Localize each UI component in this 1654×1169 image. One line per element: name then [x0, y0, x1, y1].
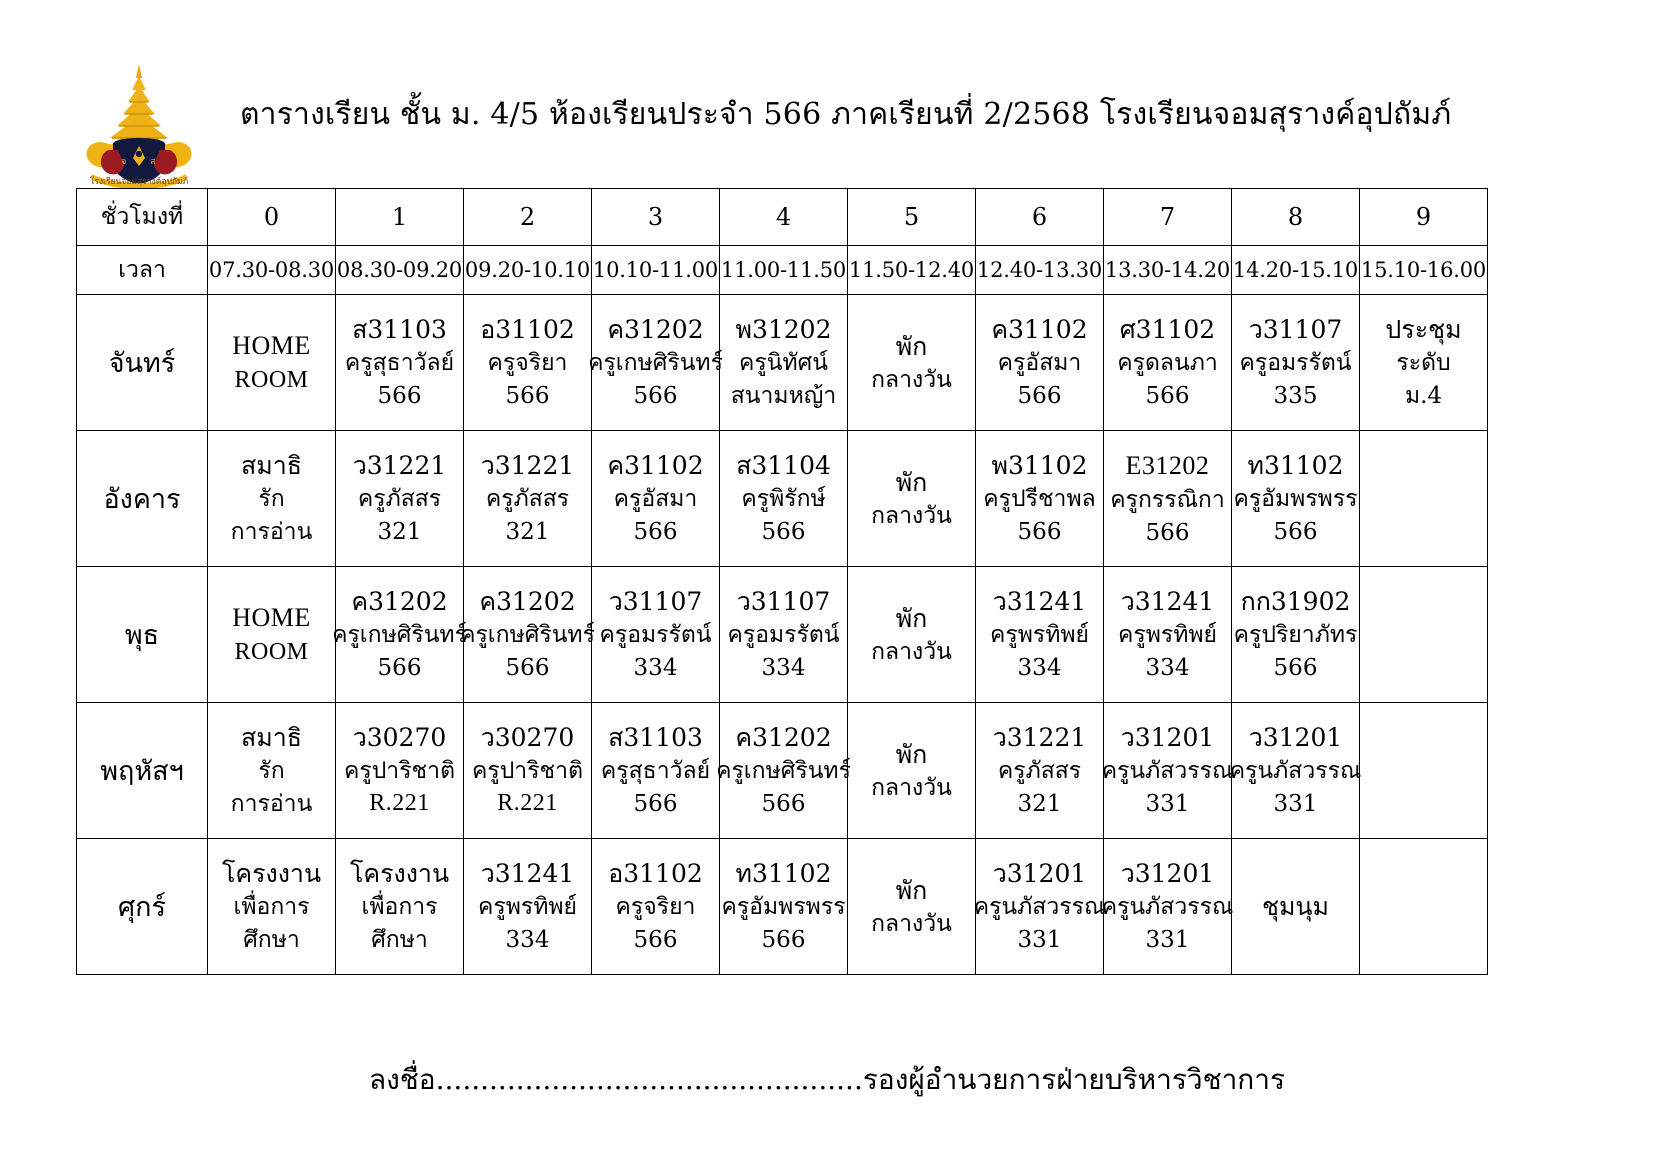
room-number: 566	[633, 519, 678, 545]
subject-code: HOME	[232, 602, 311, 632]
room-number: การอ่าน	[230, 791, 313, 817]
teacher-name: ครูนิทัศน์	[739, 350, 828, 377]
schedule-cell-lines	[1360, 769, 1487, 773]
room-number: 566	[761, 519, 806, 545]
schedule-cell[interactable]	[976, 567, 1104, 703]
schedule-cell[interactable]	[208, 567, 336, 703]
schedule-cell[interactable]	[208, 431, 336, 567]
teacher-name: ครูจริยา	[487, 350, 568, 377]
teacher-name: ครูพิรักษ์	[741, 486, 826, 513]
room-number: 566	[1273, 519, 1318, 545]
schedule-cell[interactable]	[848, 431, 976, 567]
teacher-name: ครูอัมพรพรร	[721, 894, 846, 921]
subject-code: ว31221	[992, 723, 1087, 753]
subject-code: ส31104	[736, 451, 831, 481]
schedule-cell-lines	[464, 450, 591, 547]
room-number: ม.4	[1404, 383, 1443, 409]
schedule-cell[interactable]	[592, 567, 720, 703]
teacher-name: ครูเกษศิรินทร์	[588, 350, 723, 377]
period-number-3: 3	[592, 189, 720, 246]
schedule-cell[interactable]	[1360, 839, 1488, 975]
svg-text:จ: จ	[121, 157, 127, 167]
schedule-cell-lines	[464, 314, 591, 411]
teacher-name: ครูปาริชาติ	[471, 757, 584, 784]
subject-code: ว30270	[352, 722, 447, 752]
teacher-name: ครูกรรณิกา	[1110, 486, 1225, 513]
schedule-cell-lines	[720, 450, 847, 547]
schedule-cell[interactable]	[336, 431, 464, 567]
day-row	[77, 703, 1488, 839]
subject-code: พัก	[895, 875, 928, 905]
schedule-cell[interactable]	[1232, 839, 1360, 975]
schedule-cell[interactable]	[1360, 295, 1488, 431]
teacher-name: ครูปาริชาติ	[343, 757, 456, 784]
schedule-cell-lines	[1232, 891, 1359, 922]
room-number: 331	[1145, 791, 1190, 817]
period-row-label: ชั่วโมงที่	[77, 189, 208, 246]
schedule-cell[interactable]	[592, 839, 720, 975]
room-number: 334	[505, 927, 550, 953]
time-header-row	[77, 246, 1488, 295]
teacher-name: กลางวัน	[871, 910, 952, 937]
schedule-cell-lines	[976, 722, 1103, 819]
subject-code: โครงงาน	[349, 859, 450, 889]
day-row	[77, 839, 1488, 975]
room-number: 566	[761, 927, 806, 953]
schedule-cell-lines	[720, 314, 847, 411]
schedule-cell[interactable]	[848, 567, 976, 703]
time-slot-2: 09.20-10.10	[464, 246, 592, 295]
teacher-name: ครูจริยา	[615, 894, 696, 921]
subject-code: ว31221	[352, 451, 447, 481]
schedule-cell[interactable]	[208, 839, 336, 975]
teacher-name: ครูอมรรัตน์	[599, 622, 712, 649]
room-number: 566	[1017, 383, 1062, 409]
schedule-cell[interactable]	[720, 567, 848, 703]
subject-code: ท31102	[1247, 451, 1344, 481]
schedule-cell[interactable]	[976, 295, 1104, 431]
schedule-cell-lines	[332, 586, 467, 683]
subject-code: ท31102	[735, 859, 832, 889]
teacher-name: ครูอมรรัตน์	[727, 622, 840, 649]
room-number: 566	[1145, 383, 1190, 409]
subject-code: ค31102	[607, 451, 704, 481]
subject-code: ว31107	[1248, 315, 1343, 345]
schedule-cell[interactable]	[720, 431, 848, 567]
schedule-cell-lines	[460, 586, 595, 683]
room-number: 331	[1017, 927, 1062, 953]
teacher-name: กลางวัน	[871, 502, 952, 529]
subject-code: ว31201	[992, 859, 1087, 889]
schedule-cell[interactable]	[464, 703, 592, 839]
subject-code: ค31202	[735, 723, 832, 753]
room-number: 334	[761, 655, 806, 681]
day-row	[77, 295, 1488, 431]
timetable	[76, 188, 1488, 975]
room-number: 321	[377, 519, 422, 545]
schedule-cell[interactable]	[1101, 703, 1234, 839]
teacher-name: ครูอัสมา	[997, 350, 1082, 377]
teacher-name: รัก	[258, 758, 285, 785]
subject-code: ค31202	[479, 587, 576, 617]
subject-code: ว31241	[1120, 587, 1215, 617]
period-number-4: 4	[720, 189, 848, 246]
schedule-cell[interactable]	[976, 431, 1104, 567]
page-title: ตารางเรียน ชั้น ม. 4/5 ห้องเรียนประจำ 566 ภาคเรียนที่ 2/2568 โรงเรียนจอมสุรางค์อุปถัมภ์	[240, 97, 1452, 132]
period-number-9: 9	[1360, 189, 1488, 246]
schedule-cell[interactable]	[1232, 295, 1360, 431]
day-label-1: อังคาร	[77, 431, 208, 567]
schedule-cell-lines	[336, 314, 463, 411]
time-slot-1: 08.30-09.20	[336, 246, 464, 295]
subject-code: โครงงาน	[221, 859, 322, 889]
subject-code: ชุมนุม	[1261, 892, 1330, 921]
room-number: 566	[1017, 519, 1062, 545]
schedule-cell-lines	[464, 858, 591, 955]
time-slot-3: 10.10-11.00	[592, 246, 720, 295]
teacher-name: รัก	[258, 486, 285, 513]
teacher-name: ระดับ	[1396, 350, 1451, 377]
teacher-name: ครูพรทิพย์	[989, 622, 1090, 649]
schedule-cell-lines	[848, 331, 975, 395]
teacher-name: กลางวัน	[871, 774, 952, 801]
schedule-cell[interactable]	[208, 703, 336, 839]
subject-code: อ31102	[480, 315, 575, 345]
document-header	[0, 48, 1654, 188]
schedule-cell-lines	[208, 450, 335, 547]
schedule-cell[interactable]	[976, 703, 1104, 839]
room-number: 321	[505, 519, 550, 545]
schedule-cell[interactable]	[1104, 295, 1232, 431]
schedule-cell-lines	[592, 450, 719, 547]
schedule-cell-lines	[592, 722, 719, 819]
teacher-name: กลางวัน	[871, 366, 952, 393]
schedule-cell-lines	[464, 722, 591, 820]
schedule-cell-lines	[848, 875, 975, 939]
room-number: ศึกษา	[243, 927, 300, 953]
subject-code: E31202	[1125, 450, 1210, 480]
room-number: สนามหญ้า	[730, 383, 837, 409]
period-number-8: 8	[1232, 189, 1360, 246]
schedule-cell-lines	[1101, 858, 1234, 955]
schedule-cell-lines	[592, 586, 719, 683]
subject-code: HOME	[232, 330, 311, 360]
room-number: 566	[633, 791, 678, 817]
time-slot-9: 15.10-16.00	[1360, 246, 1488, 295]
subject-code: ค31102	[991, 315, 1088, 345]
room-number: 566	[377, 655, 422, 681]
room-number: 566	[1145, 519, 1190, 546]
schedule-cell-lines	[1104, 586, 1231, 683]
schedule-cell[interactable]	[336, 839, 464, 975]
teacher-name: ครูนภัสวรรณ	[1101, 758, 1234, 785]
teacher-name: ครูเกษศิรินทร์	[716, 758, 851, 785]
schedule-cell-lines	[588, 314, 723, 411]
room-number: 566	[633, 927, 678, 953]
svg-text:โรงเรียนจอมสุรางค์อุปถัมภ์: โรงเรียนจอมสุรางค์อุปถัมภ์	[89, 177, 189, 187]
room-number: ศึกษา	[371, 927, 428, 953]
subject-code: ส31103	[608, 723, 703, 753]
room-number: การอ่าน	[230, 519, 313, 545]
day-row	[77, 567, 1488, 703]
subject-code: พัก	[895, 739, 928, 769]
schedule-cell-lines	[976, 586, 1103, 683]
room-number: 566	[1273, 655, 1318, 681]
teacher-name: ครูอมรรัตน์	[1239, 350, 1352, 377]
schedule-cell[interactable]	[336, 703, 464, 839]
teacher-name: ครูเกษศิรินทร์	[332, 622, 467, 649]
schedule-cell-lines	[1229, 722, 1362, 819]
teacher-name: ครูอัมพรพรร	[1233, 486, 1358, 513]
schedule-cell-lines	[336, 858, 463, 955]
timetable-container	[76, 188, 1485, 975]
schedule-cell-lines	[1232, 450, 1359, 547]
schedule-cell-lines	[720, 858, 847, 955]
period-number-2: 2	[464, 189, 592, 246]
schedule-cell-lines	[720, 586, 847, 683]
subject-code: ว31201	[1248, 723, 1343, 753]
schedule-cell[interactable]	[1360, 567, 1488, 703]
time-slot-6: 12.40-13.30	[976, 246, 1104, 295]
teacher-name: ครูเกษศิรินทร์	[460, 622, 595, 649]
subject-code: พัก	[895, 331, 928, 361]
room-number: 566	[505, 383, 550, 409]
room-number: R.221	[497, 790, 558, 817]
teacher-name: เพื่อการ	[361, 894, 438, 921]
schedule-cell-lines	[1360, 497, 1487, 501]
schedule-cell-lines	[976, 450, 1103, 547]
teacher-name: ROOM	[234, 366, 309, 393]
schedule-cell[interactable]	[1232, 567, 1360, 703]
subject-code: ว31221	[480, 451, 575, 481]
room-number: 334	[633, 655, 678, 681]
teacher-name: ครูนภัสวรรณ	[973, 894, 1106, 921]
teacher-name: ครูพรทิพย์	[1117, 622, 1218, 649]
subject-code: ว31107	[736, 587, 831, 617]
teacher-name: กลางวัน	[871, 638, 952, 665]
school-crest-logo-icon	[78, 58, 200, 188]
teacher-name: ครูสุธาวัลย์	[344, 350, 455, 377]
schedule-cell-lines	[848, 467, 975, 531]
svg-text:ส: ส	[150, 157, 156, 167]
subject-code: ค31202	[607, 315, 704, 345]
schedule-cell-lines	[848, 739, 975, 803]
subject-code: ว31201	[1120, 723, 1215, 753]
teacher-name: ครูนภัสวรรณ	[1229, 758, 1362, 785]
schedule-cell[interactable]	[1232, 431, 1360, 567]
subject-code: ว31241	[992, 587, 1087, 617]
time-slot-8: 14.20-15.10	[1232, 246, 1360, 295]
schedule-cell[interactable]	[848, 703, 976, 839]
schedule-cell-lines	[1360, 633, 1487, 637]
period-number-1: 1	[336, 189, 464, 246]
subject-code: ศ31102	[1119, 315, 1216, 345]
subject-code: พัก	[895, 603, 928, 633]
schedule-cell-lines	[1360, 905, 1487, 909]
subject-code: พัก	[895, 467, 928, 497]
room-number: 566	[633, 383, 678, 409]
schedule-cell[interactable]	[1360, 703, 1488, 839]
schedule-cell[interactable]	[464, 295, 592, 431]
teacher-name: เพื่อการ	[233, 894, 310, 921]
schedule-cell-lines	[592, 858, 719, 955]
schedule-cell[interactable]	[336, 295, 464, 431]
day-label-4: ศุกร์	[77, 839, 208, 975]
period-number-0: 0	[208, 189, 336, 246]
subject-code: สมาธิ	[240, 451, 303, 481]
schedule-cell-lines	[976, 314, 1103, 411]
subject-code: พ31102	[991, 451, 1088, 481]
schedule-cell[interactable]	[973, 839, 1106, 975]
time-slot-4: 11.00-11.50	[720, 246, 848, 295]
teacher-name: ครูนภัสวรรณ	[1101, 894, 1234, 921]
schedule-cell-lines	[973, 858, 1106, 955]
signature-line: ลงชื่อ................................................รองผู้อำนวยการฝ่ายบริหารวิชาการ	[368, 1063, 1286, 1096]
schedule-cell[interactable]	[588, 295, 723, 431]
schedule-cell-lines	[1104, 314, 1231, 411]
time-slot-5: 11.50-12.40	[848, 246, 976, 295]
period-header-row	[77, 189, 1488, 246]
room-number: 331	[1145, 927, 1190, 953]
subject-code: ว31241	[480, 859, 575, 889]
subject-code: ประชุม	[1385, 315, 1462, 345]
schedule-cell-lines	[1232, 586, 1359, 683]
period-number-6: 6	[976, 189, 1104, 246]
room-number: 334	[1017, 655, 1062, 681]
schedule-cell-lines	[208, 330, 335, 396]
schedule-cell[interactable]	[464, 839, 592, 975]
teacher-name: ครูปริยาภัทร	[1233, 622, 1358, 649]
day-label-0: จันทร์	[77, 295, 208, 431]
day-label-2: พุธ	[77, 567, 208, 703]
period-number-7: 7	[1104, 189, 1232, 246]
schedule-cell[interactable]	[1104, 567, 1232, 703]
schedule-cell[interactable]	[720, 839, 848, 975]
schedule-cell[interactable]	[464, 431, 592, 567]
schedule-cell-lines	[336, 722, 463, 820]
subject-code: กก31902	[1240, 587, 1351, 617]
schedule-cell[interactable]	[460, 567, 595, 703]
room-number: 335	[1273, 383, 1318, 409]
schedule-cell-lines	[208, 722, 335, 819]
room-number: 566	[505, 655, 550, 681]
schedule-cell[interactable]	[1360, 431, 1488, 567]
schedule-cell[interactable]	[1229, 703, 1362, 839]
teacher-name: ครูดลนภา	[1117, 350, 1218, 377]
room-number: 566	[761, 791, 806, 817]
subject-code: สมาธิ	[240, 723, 303, 753]
schedule-cell-lines	[1360, 314, 1487, 411]
teacher-name: ครูปรีชาพล	[983, 486, 1096, 513]
schedule-cell[interactable]	[332, 567, 467, 703]
schedule-cell-lines	[716, 722, 851, 819]
day-row	[77, 431, 1488, 567]
time-slot-0: 07.30-08.30	[208, 246, 336, 295]
teacher-name: ครูภัสสร	[485, 486, 570, 513]
teacher-name: ครูสุธาวัลย์	[600, 758, 711, 785]
teacher-name: ROOM	[234, 638, 309, 665]
subject-code: ว30270	[480, 722, 575, 752]
teacher-name: ครูภัสสร	[997, 758, 1082, 785]
room-number: 321	[1017, 791, 1062, 817]
schedule-cell[interactable]	[848, 839, 976, 975]
schedule-cell-lines	[848, 603, 975, 667]
subject-code: ว31107	[608, 587, 703, 617]
room-number: 331	[1273, 791, 1318, 817]
day-label-3: พฤหัสฯ	[77, 703, 208, 839]
teacher-name: ครูอัสมา	[613, 486, 698, 513]
subject-code: ค31202	[351, 587, 448, 617]
schedule-cell-lines	[336, 450, 463, 547]
subject-code: ว31201	[1120, 859, 1215, 889]
teacher-name: ครูภัสสร	[357, 486, 442, 513]
room-number: 334	[1145, 655, 1190, 681]
schedule-cell[interactable]	[720, 295, 848, 431]
schedule-cell[interactable]	[592, 703, 720, 839]
schedule-cell[interactable]	[716, 703, 851, 839]
period-number-5: 5	[848, 189, 976, 246]
room-number: 566	[377, 383, 422, 409]
time-slot-7: 13.30-14.20	[1104, 246, 1232, 295]
schedule-cell[interactable]	[1104, 431, 1232, 567]
schedule-cell-lines	[208, 858, 335, 955]
schedule-cell-lines	[1104, 450, 1231, 548]
subject-code: ส31103	[352, 315, 447, 345]
schedule-cell[interactable]	[848, 295, 976, 431]
subject-code: พ31202	[735, 315, 832, 345]
schedule-cell[interactable]	[592, 431, 720, 567]
teacher-name: ครูพรทิพย์	[477, 894, 578, 921]
schedule-cell-lines	[1232, 314, 1359, 411]
schedule-cell-lines	[208, 602, 335, 668]
subject-code: อ31102	[608, 859, 703, 889]
schedule-cell[interactable]	[1101, 839, 1234, 975]
room-number: R.221	[369, 790, 430, 817]
time-row-label: เวลา	[77, 246, 208, 295]
schedule-cell-lines	[1101, 722, 1234, 819]
schedule-cell[interactable]	[208, 295, 336, 431]
